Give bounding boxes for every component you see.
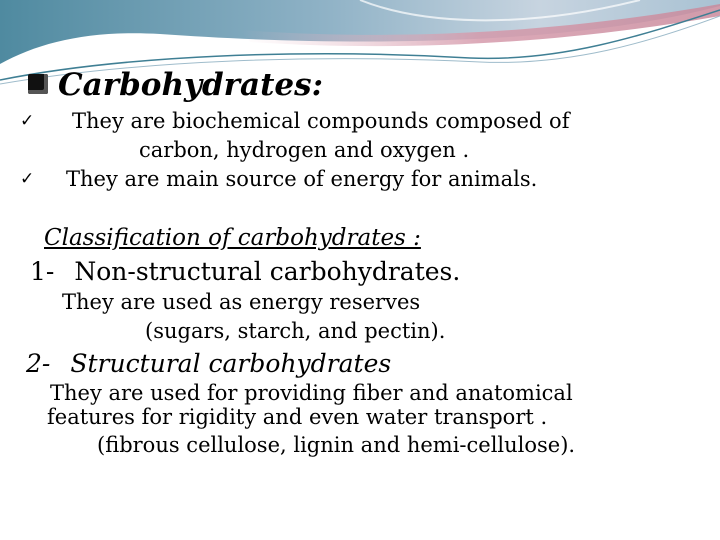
bullet-1-line-1: They are biochemical compounds composed of xyxy=(72,109,570,133)
section-2-line-2: features for rigidity and even water transport . xyxy=(47,405,548,429)
bullet-1-line-2: carbon, hydrogen and oxygen . xyxy=(139,138,470,162)
section-1-heading xyxy=(30,259,460,284)
square-bullet-icon xyxy=(28,74,48,94)
classification-heading: Classification of carbohydrates : xyxy=(44,225,421,251)
slide-title: Carbohydrates: xyxy=(28,70,323,101)
section-2-line-1: They are used for providing fiber and anatomical xyxy=(50,381,573,405)
bullet-2-line-1: They are main source of energy for animals. xyxy=(66,167,538,191)
section-2-number: 2- xyxy=(26,349,51,378)
section-2-heading xyxy=(26,351,391,376)
section-1-line-1: They are used as energy reserves xyxy=(62,290,421,314)
checkmark-icon: ✓ xyxy=(20,111,35,131)
section-2-title: Structural carbohydrates xyxy=(70,349,392,378)
section-1-title: Non-structural carbohydrates. xyxy=(74,257,461,286)
section-2-line-3: (fibrous cellulose, lignin and hemi-cellulose). xyxy=(97,433,576,457)
section-1-number: 1- xyxy=(30,257,55,286)
section-1-line-2: (sugars, starch, and pectin). xyxy=(145,319,446,343)
checkmark-icon: ✓ xyxy=(20,169,35,189)
